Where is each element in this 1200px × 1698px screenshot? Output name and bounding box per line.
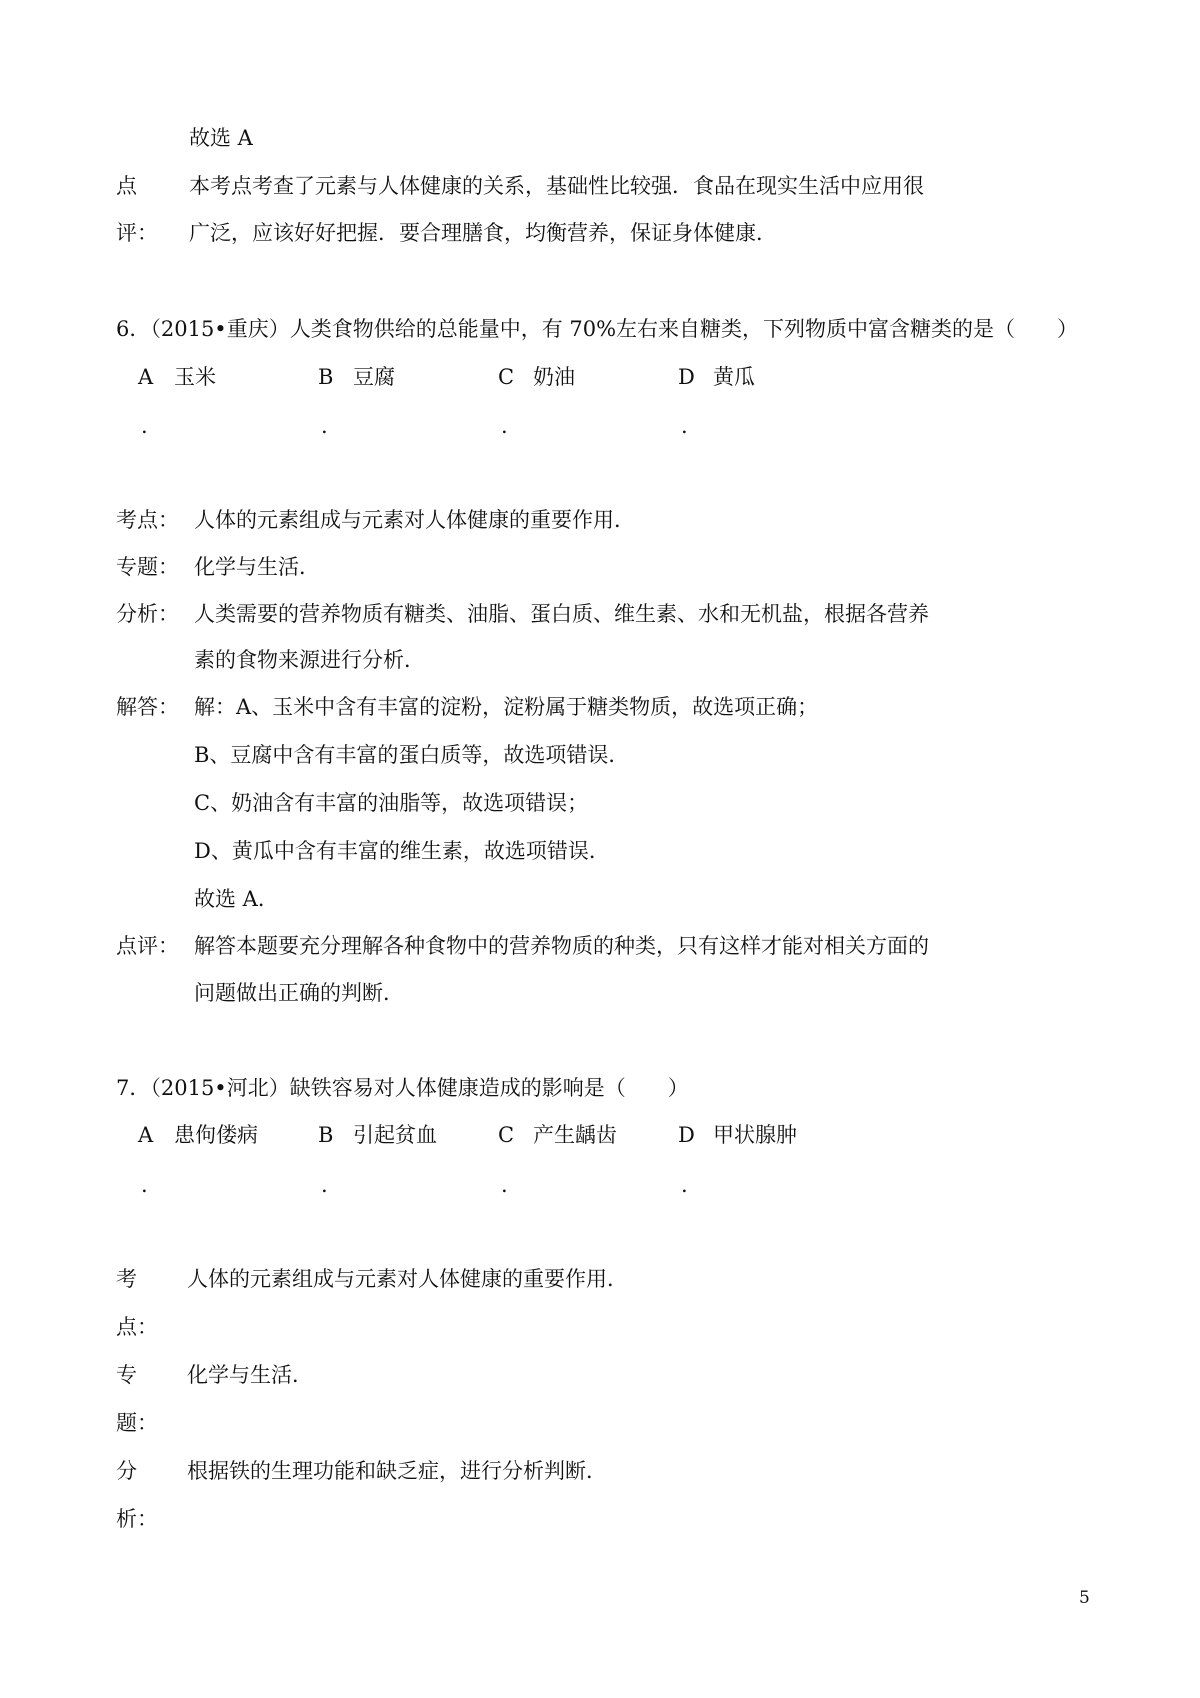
q6-option-c-text: 奶油 (533, 365, 575, 389)
q7-option-a-dot: . (141, 1173, 148, 1197)
q6-fenxi-label: 分析： (116, 602, 179, 626)
q7-option-a-text: 患佝偻病 (174, 1123, 258, 1147)
q6-question: 6．（2015•重庆）人类食物供给的总能量中，有 70%左右来自糖类，下列物质中富含糖类的是（ ） (116, 317, 1079, 341)
q7-option-d-dot: . (681, 1173, 688, 1197)
q6-zhuanti-label: 专题： (116, 555, 179, 579)
q6-jieda-label: 解答： (116, 695, 179, 719)
q7-kaodian: 人体的元素组成与元素对人体健康的重要作用． (187, 1267, 628, 1291)
q6-option-b-letter: B (318, 365, 334, 389)
q6-dianping-line-2: 问题做出正确的判断． (194, 981, 404, 1005)
q7-kaodian-label-1: 考 (116, 1267, 137, 1291)
q7-option-c-text: 产生龋齿 (533, 1123, 617, 1147)
q6-jieda-line-1: 解：A、玉米中含有丰富的淀粉，淀粉属于糖类物质，故选项正确； (194, 695, 819, 719)
q6-jieda-line-3: C、奶油含有丰富的油脂等，故选项错误； (194, 791, 589, 815)
q6-kaodian: 人体的元素组成与元素对人体健康的重要作用． (194, 508, 635, 532)
q6-zhuanti: 化学与生活． (194, 555, 320, 579)
q6-option-d-letter: D (678, 365, 695, 389)
q6-option-b-text: 豆腐 (353, 365, 395, 389)
q6-jieda-line-2: B、豆腐中含有丰富的蛋白质等，故选项错误． (194, 743, 630, 767)
q7-option-c-letter: C (498, 1123, 515, 1147)
q7-fenxi-label-1: 分 (116, 1459, 137, 1483)
q7-option-d-letter: D (678, 1123, 695, 1147)
q7-option-a-letter: A (138, 1123, 154, 1147)
q7-option-c-dot: . (501, 1173, 508, 1197)
q6-fenxi-line-2: 素的食物来源进行分析． (194, 648, 425, 672)
q6-option-b-dot: . (321, 414, 328, 438)
prev-comment-label-2: 评： (116, 221, 158, 245)
q6-option-a-text: 玉米 (174, 365, 216, 389)
prev-comment-label-1: 点 (116, 174, 137, 198)
q7-zhuanti: 化学与生活． (187, 1363, 313, 1387)
q6-jieda-line-4: D、黄瓜中含有丰富的维生素，故选项错误． (194, 839, 610, 863)
prev-conclusion: 故选 A (189, 126, 253, 150)
q7-question: 7．（2015•河北）缺铁容易对人体健康造成的影响是（ ） (116, 1076, 689, 1100)
q7-option-b-letter: B (318, 1123, 334, 1147)
q6-option-d-text: 黄瓜 (713, 365, 755, 389)
q7-option-b-text: 引起贫血 (353, 1123, 437, 1147)
q7-option-b-dot: . (321, 1173, 328, 1197)
q7-fenxi-label-2: 析： (116, 1507, 158, 1531)
q7-fenxi: 根据铁的生理功能和缺乏症，进行分析判断． (187, 1459, 607, 1483)
q6-option-d-dot: . (681, 414, 688, 438)
q7-zhuanti-label-1: 专 (116, 1363, 137, 1387)
q6-dianping-line-1: 解答本题要充分理解各种食物中的营养物质的种类，只有这样才能对相关方面的 (194, 934, 929, 958)
q7-zhuanti-label-2: 题： (116, 1411, 158, 1435)
q6-option-a-dot: . (141, 414, 148, 438)
prev-comment-line-2: 广泛，应该好好把握．要合理膳食，均衡营养，保证身体健康． (189, 221, 777, 245)
prev-comment-line-1: 本考点考查了元素与人体健康的关系，基础性比较强．食品在现实生活中应用很 (189, 174, 924, 198)
page-number: 5 (1079, 1588, 1090, 1608)
q6-dianping-label: 点评： (116, 934, 179, 958)
q6-option-c-dot: . (501, 414, 508, 438)
q7-kaodian-label-2: 点： (116, 1315, 158, 1339)
q6-fenxi-line-1: 人类需要的营养物质有糖类、油脂、蛋白质、维生素、水和无机盐，根据各营养 (194, 602, 929, 626)
q6-kaodian-label: 考点： (116, 508, 179, 532)
q7-option-d-text: 甲状腺肿 (713, 1123, 797, 1147)
q6-option-c-letter: C (498, 365, 515, 389)
q6-option-a-letter: A (138, 365, 154, 389)
q6-jieda-line-5: 故选 A． (194, 887, 279, 911)
